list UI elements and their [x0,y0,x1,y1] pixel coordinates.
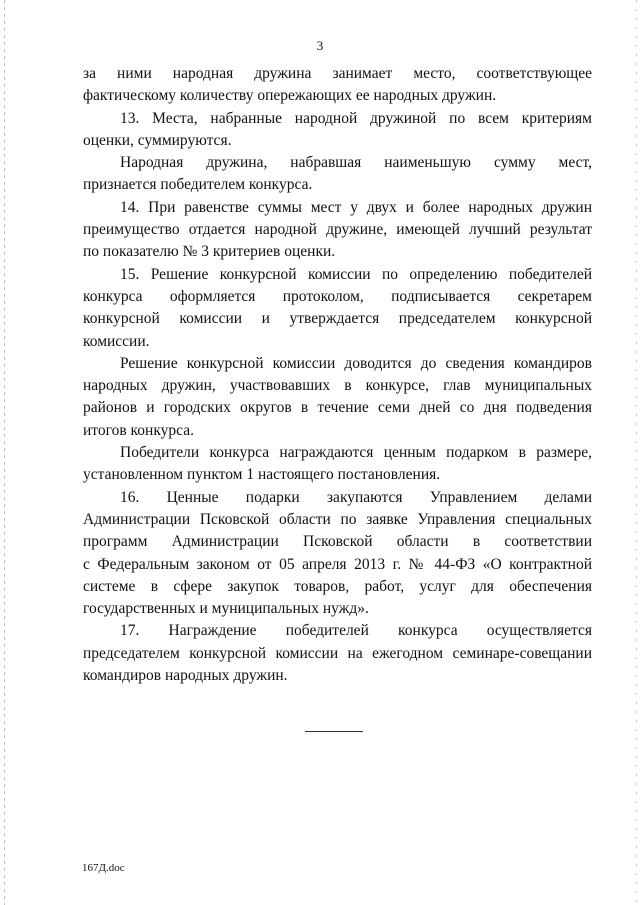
paragraph-continuation [83,63,592,108]
text-line: системе в сфере закупок товаров, работ, услуг для обеспечения [83,577,592,595]
text-line: государственных и муниципальных нужд». [83,600,369,618]
text-line: 13. Места, набранные народной дружиной по всем критериям [120,109,592,127]
text-line: итогов конкурса. [83,421,194,439]
paragraph-winner-rule [83,152,592,197]
text-line: за ними народная дружина занимает место, соответствующее [83,65,592,82]
text-line: командиров народных дружин. [83,667,288,685]
paragraph-notification [83,353,592,442]
text-line: программ Администрации Псковской области в соответствии [83,533,592,551]
paragraph-item-13 [83,108,592,153]
text-line: признается победителем конкурса. [83,176,313,194]
text-line: преимущество отдается народной дружине, имеющей лучший результат [83,221,592,239]
document-body [83,63,592,687]
text-line: Народная дружина, набравшая наименьшую сумму мест, [120,154,592,172]
closing-separator-line [305,731,363,732]
text-line: председателем конкурсной комиссии на ежегодном семинаре-совещании [83,644,592,662]
text-line: районов и городских округов в течение семи дней со дня подведения [83,399,592,417]
scan-edge-right [636,0,637,905]
text-line: комиссии. [83,332,150,350]
paragraph-item-15 [83,264,592,353]
paragraph-item-17 [83,620,592,687]
text-line: 16. Ценные подарки закупаются Управлением делами [120,488,592,506]
text-line: 15. Решение конкурсной комиссии по определению победителей [120,265,592,283]
text-line: Администрации Псковской области по заявке Управления специальных [83,510,592,528]
footer-filename: 167Д.doc [82,862,125,874]
text-line: 14. При равенстве суммы мест у двух и более народных дружин [120,198,592,216]
paragraph-item-16 [83,487,592,621]
scan-edge-left [4,0,5,905]
text-line: по показателю № 3 критериев оценки. [83,243,336,261]
text-line: с Федеральным законом от 05 апреля 2013 г. № 44-ФЗ «О контрактной [83,555,592,573]
text-line: Решение конкурсной комиссии доводится до сведения командиров [120,354,592,372]
text-line: конкурса оформляется протоколом, подписывается секретарем [83,287,592,305]
text-line: народных дружин, участвовавших в конкурсе, глав муниципальных [83,377,592,395]
paragraph-award [83,442,592,487]
text-line: 17. Награждение победителей конкурса осуществляется [120,622,592,640]
text-line: оценки, суммируются. [83,131,232,149]
text-line: конкурсной комиссии и утверждается председателем конкурсной [83,310,592,328]
text-line: Победители конкурса награждаются ценным подарком в размере, [120,444,592,462]
text-line: установленном пунктом 1 настоящего постановления. [83,466,441,484]
page-number: 3 [316,38,324,53]
text-line: фактическому количеству опережающих ее народных дружин. [83,87,497,105]
paragraph-item-14 [83,197,592,264]
